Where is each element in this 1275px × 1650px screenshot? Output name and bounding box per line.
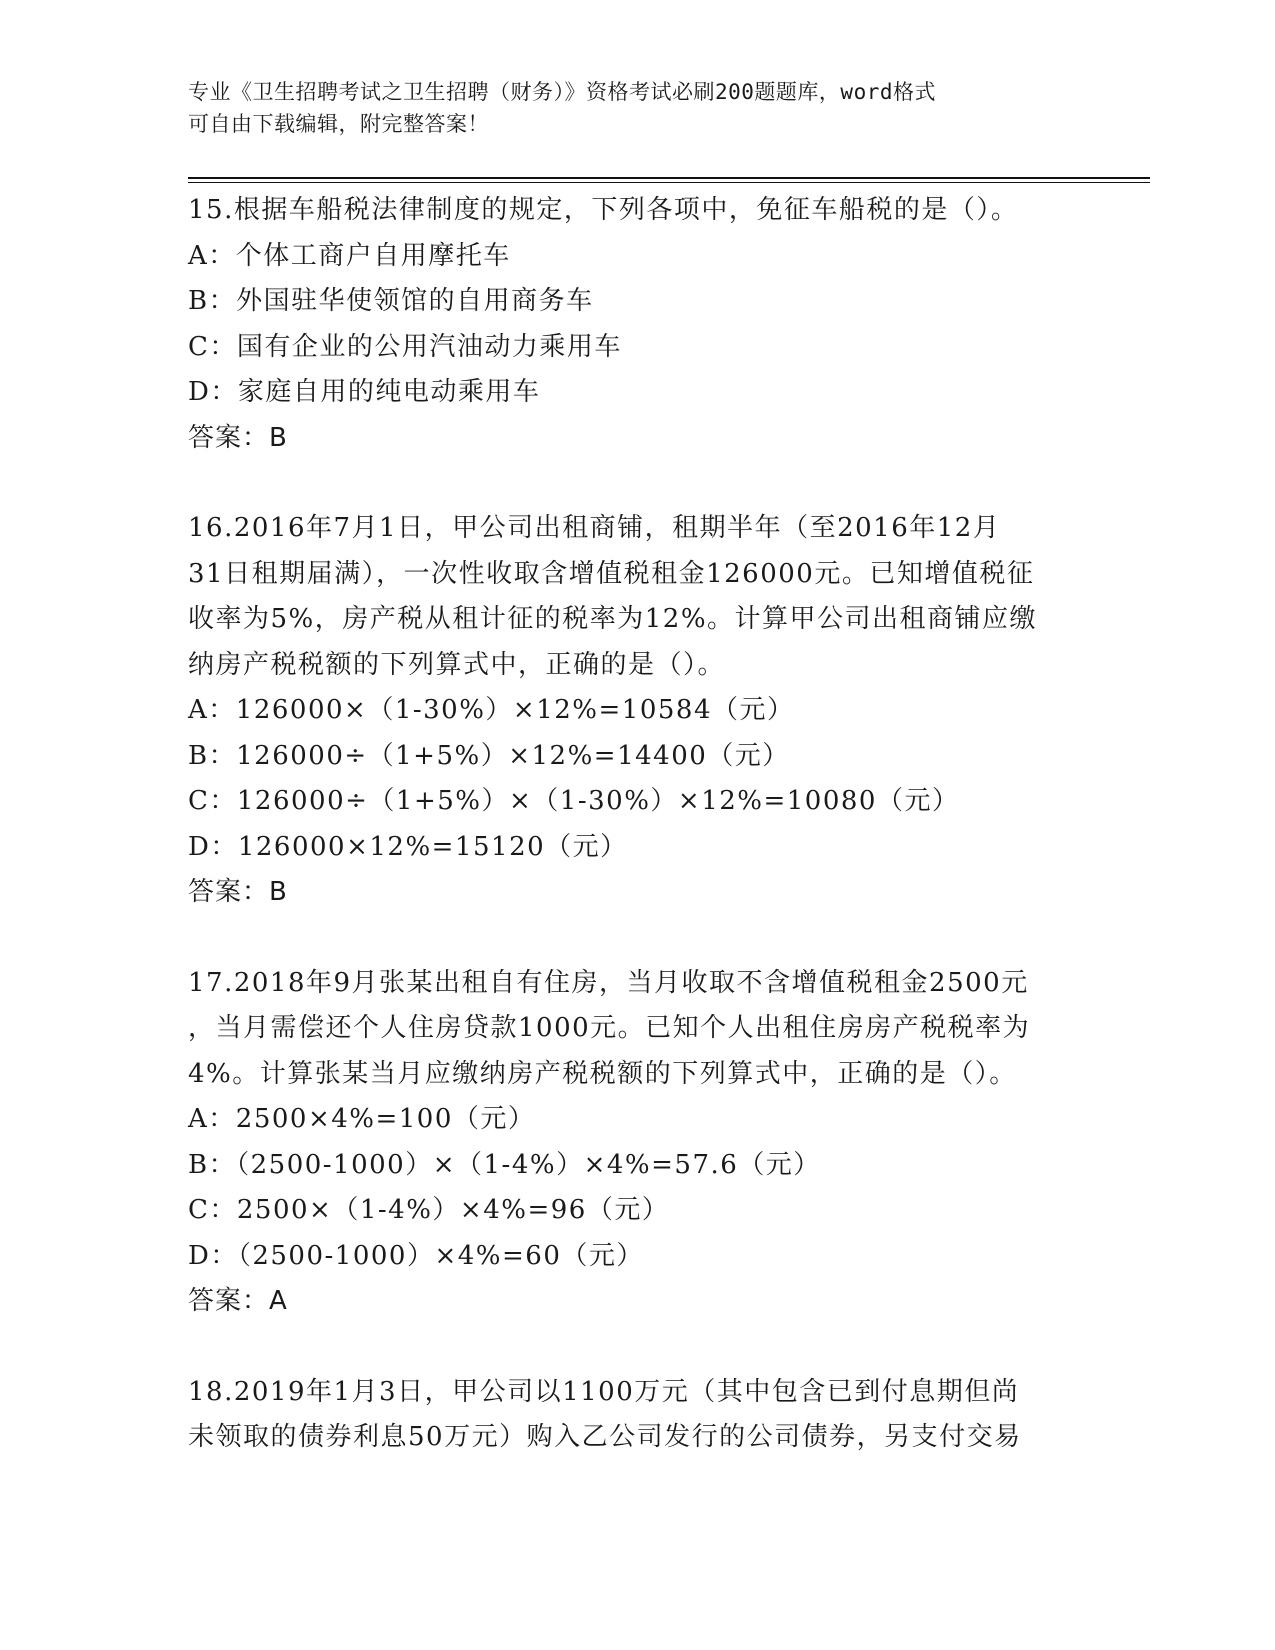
question-stem: 4%。计算张某当月应缴纳房产税税额的下列算式中，正确的是（）。: [188, 1058, 1017, 1089]
header-line-2: 可自由下载编辑，附完整答案！: [188, 112, 489, 136]
answer-label: 答案：B: [188, 877, 288, 907]
spacer: [188, 1325, 1088, 1370]
question-list: [188, 188, 1088, 1461]
question-stem: 纳房产税税额的下列算式中，正确的是（）。: [188, 649, 726, 680]
question-18: [188, 1370, 1088, 1461]
question-17: [188, 961, 1088, 1325]
spacer: [188, 461, 1088, 506]
header-line-1: 专业《卫生招聘考试之卫生招聘（财务）》资格考试必刷200题题库，word格式: [188, 80, 936, 104]
question-stem: 18.2019年1月3日，甲公司以1100万元（其中包含已到付息期但尚: [188, 1376, 1020, 1407]
option-b: B：126000÷（1+5%）×12%=14400（元）: [188, 740, 790, 771]
header-divider-thick: [188, 177, 1150, 179]
question-15: [188, 188, 1088, 461]
option-c: C：国有企业的公用汽油动力乘用车: [188, 331, 622, 362]
option-a: A：2500×4%=100（元）: [188, 1104, 536, 1134]
question-stem: 31日租期届满），一次性收取含增值税租金126000元。已知增值税征: [188, 558, 1035, 589]
option-b: B：外国驻华使领馆的自用商务车: [188, 286, 594, 316]
option-a: A：个体工商户自用摩托车: [188, 240, 511, 271]
option-d: D：家庭自用的纯电动乘用车: [188, 377, 541, 407]
option-a: A：126000×（1-30%）×12%=10584（元）: [188, 695, 795, 725]
option-d: D：126000×12%=15120（元）: [188, 831, 628, 862]
question-stem: 收率为5%，房产税从租计征的税率为12%。计算甲公司出租商铺应缴: [188, 604, 1038, 634]
question-16: [188, 506, 1088, 916]
option-c: C：2500×（1-4%）×4%=96（元）: [188, 1195, 670, 1225]
question-stem: 16.2016年7月1日，甲公司出租商铺，租期半年（至2016年12月: [188, 513, 1001, 543]
answer-label: 答案：A: [188, 1286, 288, 1316]
question-stem: 17.2018年9月张某出租自有住房，当月收取不含增值税租金2500元: [188, 967, 1029, 998]
option-c: C：126000÷（1+5%）×（1-30%）×12%=10080（元）: [188, 786, 960, 816]
spacer: [188, 916, 1088, 961]
question-stem: 15.根据车船税法律制度的规定，下列各项中，免征车船税的是（）。: [188, 195, 1019, 225]
question-stem: ，当月需偿还个人住房贷款1000元。已知个人出租住房房产税税率为: [188, 1013, 1031, 1043]
answer-label: 答案：B: [188, 422, 288, 453]
header-divider-thin: [188, 182, 1150, 183]
page-header: [188, 76, 1068, 140]
option-d: D：（2500-1000）×4%=60（元）: [188, 1240, 644, 1271]
question-stem: 未领取的债券利息50万元）购入乙公司发行的公司债券，另支付交易: [188, 1422, 1022, 1452]
option-b: B：（2500-1000）×（1-4%）×4%=57.6（元）: [188, 1149, 821, 1180]
